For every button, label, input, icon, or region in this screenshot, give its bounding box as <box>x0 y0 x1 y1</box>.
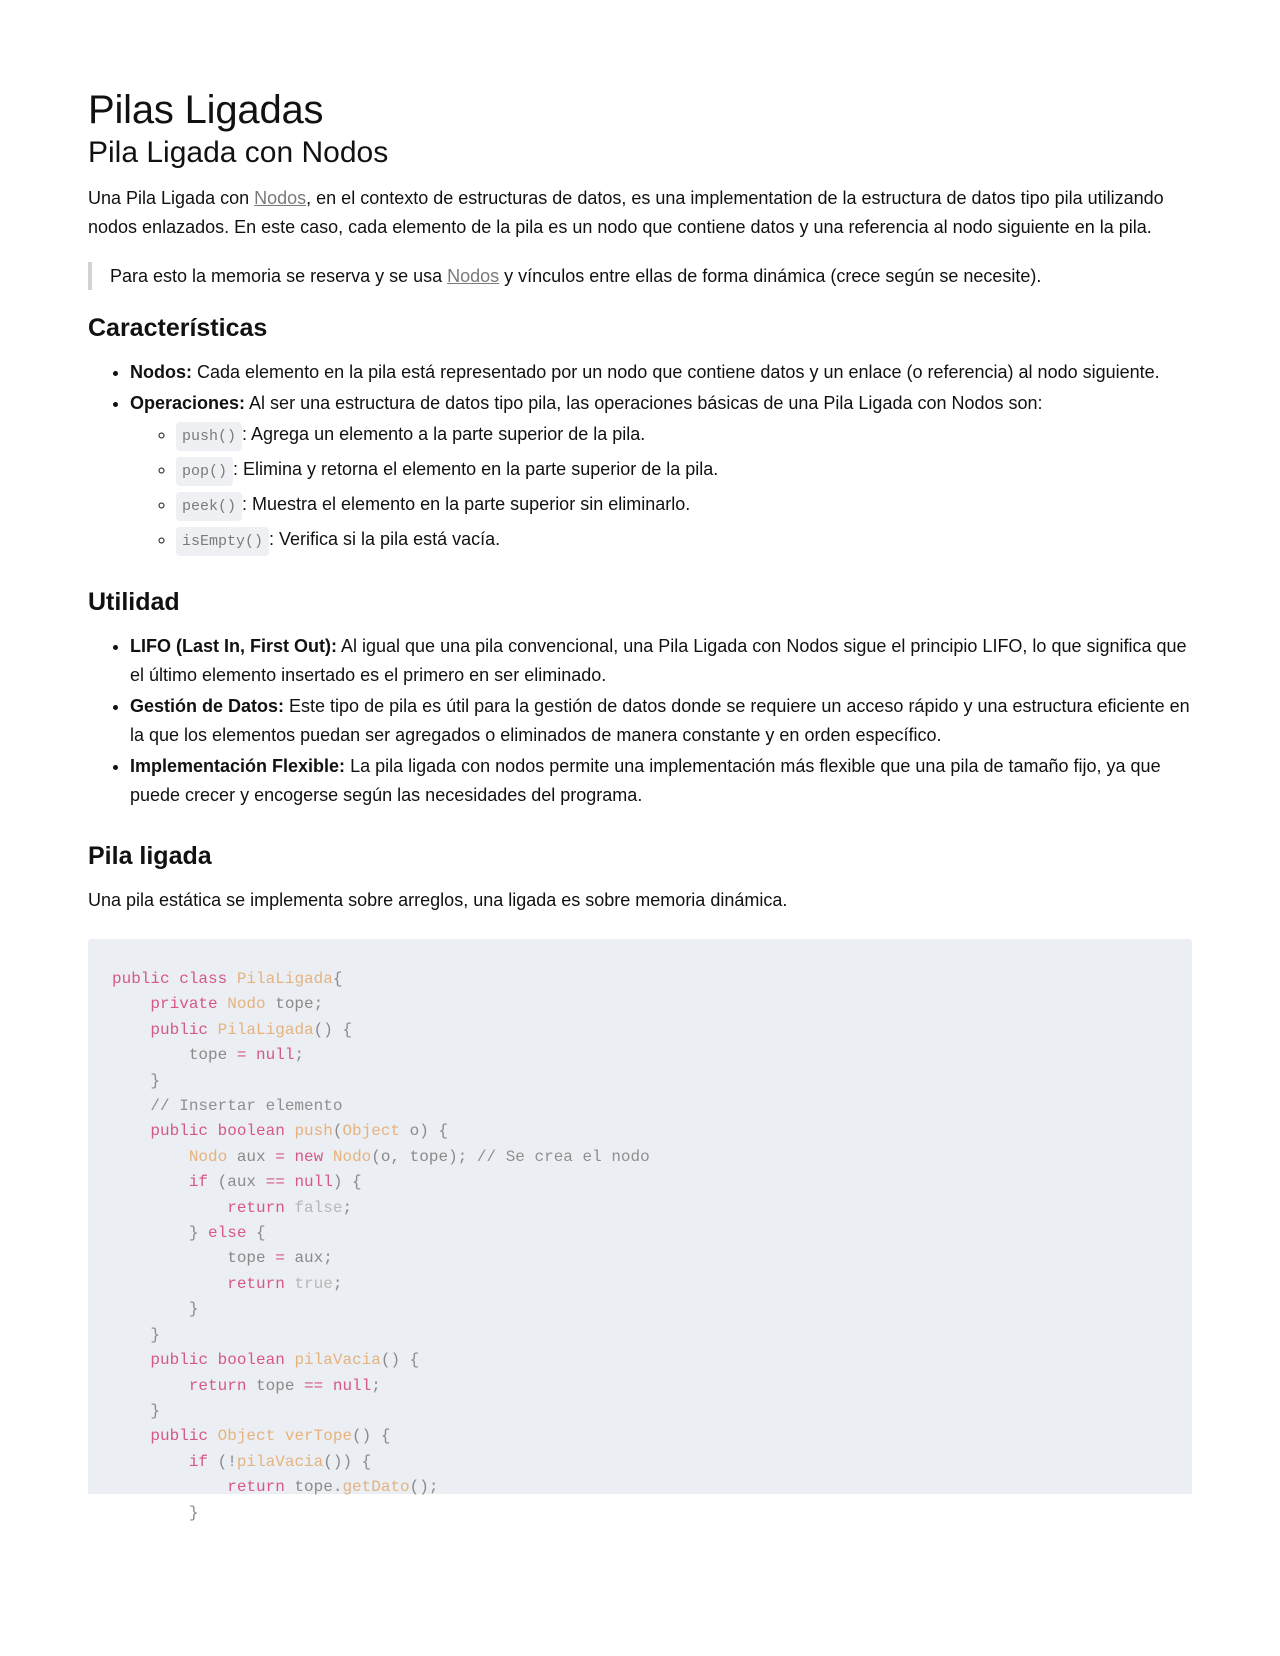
pila-ligada-paragraph: Una pila estática se implementa sobre arreglos, una ligada es sobre memoria dinámica. <box>88 890 788 910</box>
code-token: else <box>208 1224 247 1243</box>
code-token: (! <box>208 1452 237 1471</box>
item-text: Cada elemento en la pila está representado por un nodo que contiene datos y un enlace (o referencia) al nodo siguiente. <box>192 362 1160 382</box>
memory-quote <box>88 262 1192 290</box>
code-token: // Se crea el nodo <box>476 1147 650 1166</box>
code-token: return <box>227 1274 295 1293</box>
nodos-link[interactable]: Nodos <box>254 188 307 208</box>
inline-code: pop() <box>176 457 233 486</box>
code-token <box>112 1478 227 1496</box>
code-token: new <box>294 1147 333 1166</box>
operation-isempty <box>176 525 1192 556</box>
code-token <box>112 1377 189 1395</box>
code-token: () { <box>313 1020 353 1039</box>
code-line <box>112 1148 650 1166</box>
code-line <box>112 1351 419 1369</box>
page-subtitle: Pila Ligada con Nodos <box>88 136 389 169</box>
code-line <box>112 1504 198 1522</box>
code-token: ; <box>332 1274 343 1293</box>
code-token: (aux <box>208 1173 266 1192</box>
list-item <box>130 389 1192 556</box>
code-token: pilaVacia <box>236 1452 324 1471</box>
item-text: Al ser una estructura de datos tipo pila, las operaciones básicas de una Pila Ligada con Nodos son: <box>245 393 1043 413</box>
code-block <box>88 939 1192 1522</box>
code-token <box>112 1097 150 1115</box>
code-token <box>285 1148 295 1166</box>
code-token: ; <box>371 1376 381 1395</box>
code-line <box>112 1021 352 1039</box>
code-token <box>112 1122 150 1140</box>
code-token: return <box>227 1478 285 1497</box>
item-label: Implementación Flexible: <box>130 756 346 776</box>
code-token: Nodo <box>188 1147 228 1166</box>
code-token <box>112 1173 189 1191</box>
code-token: (o, tope); <box>371 1147 477 1166</box>
code-token: pilaVacia <box>294 1351 381 1370</box>
code-token: PilaLigada <box>236 970 333 988</box>
code-line <box>112 1453 371 1471</box>
code-token: = <box>275 1249 285 1268</box>
operation-text: : Agrega un elemento a la parte superior de la pila. <box>242 424 646 444</box>
list-item <box>130 632 1192 690</box>
heading-utilidad: Utilidad <box>88 588 180 616</box>
code-token: (); <box>409 1478 439 1497</box>
item-label: Gestión de Datos: <box>130 696 285 716</box>
document-content <box>88 86 1192 1522</box>
code-token <box>246 1046 256 1064</box>
item-label: Nodos: <box>130 362 192 382</box>
caracteristicas-list <box>88 358 1192 556</box>
code-token: false <box>294 1198 343 1217</box>
code-token <box>112 1275 227 1293</box>
code-token <box>112 1453 189 1471</box>
code-token: public class <box>112 970 237 988</box>
code-line <box>112 1046 304 1064</box>
code-token <box>112 1021 150 1039</box>
item-label: LIFO (Last In, First Out): <box>130 636 337 656</box>
code-line <box>112 1377 381 1395</box>
code-token: true <box>294 1274 333 1293</box>
code-token: push <box>294 1122 333 1141</box>
intro-text-start: Una Pila Ligada con <box>88 188 255 208</box>
heading-pila-ligada: Pila ligada <box>88 842 212 870</box>
code-line <box>112 1275 342 1293</box>
code-token: ( <box>332 1122 343 1141</box>
item-text: Al igual que una pila convencional, una Pila Ligada con Nodos sigue el principio LIFO, lo que significa que el último elemento insertado es el primero en ser eliminado. <box>130 636 1187 685</box>
code-token: ) { <box>332 1173 362 1192</box>
code-token: PilaLigada <box>217 1020 314 1039</box>
list-item <box>130 692 1192 750</box>
code-token: { <box>246 1224 266 1243</box>
code-line <box>112 1199 352 1217</box>
code-line <box>112 1224 266 1242</box>
item-text: Este tipo de pila es útil para la gestión de datos donde se requiere un acceso rápido y una estructura eficiente en la que los elementos puedan ser agregados o eliminados de manera constante y en orden específico. <box>130 696 1190 745</box>
code-token: () { <box>380 1351 420 1370</box>
quote-text-end: y vínculos entre ellas de forma dinámica (crece según se necesite). <box>499 266 1042 286</box>
code-token: null <box>294 1173 333 1192</box>
inline-code: peek() <box>176 492 242 521</box>
code-token: () { <box>352 1427 391 1446</box>
quote-text-start: Para esto la memoria se reserva y se usa <box>110 266 448 286</box>
code-token: aux <box>227 1147 276 1166</box>
code-token: if <box>188 1452 209 1471</box>
code-token: o) { <box>400 1122 449 1141</box>
code-token: Object verTope <box>217 1427 353 1446</box>
code-token: Nodo <box>332 1147 372 1166</box>
operation-text: : Muestra el elemento en la parte superior sin eliminarlo. <box>242 494 691 514</box>
code-token: ()) { <box>323 1452 372 1471</box>
code-token: ; <box>342 1198 353 1217</box>
code-token: tope. <box>284 1478 343 1497</box>
code-token: public <box>150 1427 218 1446</box>
item-label: Operaciones: <box>130 393 246 413</box>
code-token: ; <box>294 1046 305 1065</box>
code-line <box>112 995 323 1013</box>
nodos-link-quote[interactable]: Nodos <box>447 266 500 286</box>
operation-text: : Verifica si la pila está vacía. <box>269 529 501 549</box>
code-line <box>112 1478 438 1496</box>
code-line <box>112 1097 342 1115</box>
code-line <box>112 1173 362 1191</box>
code-token: } <box>112 1224 209 1243</box>
code-line <box>112 1072 160 1090</box>
list-item <box>130 358 1192 387</box>
code-token: = <box>236 1046 247 1065</box>
code-token: tope <box>112 1046 237 1065</box>
utilidad-list <box>88 632 1192 810</box>
code-token: tope <box>246 1376 305 1395</box>
code-token: == <box>304 1376 324 1395</box>
code-line <box>112 1326 160 1344</box>
page-title: Pilas Ligadas <box>88 88 324 132</box>
inline-code: isEmpty() <box>176 527 269 556</box>
operation-peek <box>176 490 1192 521</box>
operation-pop <box>176 455 1192 486</box>
code-token: = <box>275 1147 285 1166</box>
code-token: return <box>188 1376 247 1395</box>
code-token: Object <box>342 1122 401 1141</box>
code-line <box>112 1427 390 1445</box>
code-token: } <box>112 1503 199 1522</box>
code-line <box>112 970 342 988</box>
operation-push <box>176 420 1192 451</box>
item-text: La pila ligada con nodos permite una implementación más flexible que una pila de tamaño fijo, ya que puede crecer y encogerse según las necesidades del programa. <box>130 756 1161 805</box>
code-token: == <box>265 1173 285 1192</box>
code-token: null <box>332 1376 372 1395</box>
code-token: public <box>150 1020 218 1039</box>
code-token: } <box>112 1325 161 1344</box>
code-token <box>112 1427 150 1445</box>
code-token: return <box>227 1198 295 1217</box>
code-line <box>112 1300 198 1318</box>
code-token: if <box>188 1173 209 1192</box>
heading-caracteristicas: Características <box>88 314 268 342</box>
code-line <box>112 1249 333 1267</box>
code-token: Nodo <box>227 995 266 1014</box>
code-line <box>112 1402 160 1420</box>
code-token <box>112 995 150 1013</box>
code-token: } <box>112 1071 161 1090</box>
code-token: public boolean <box>150 1122 295 1141</box>
code-token: // Insertar elemento <box>150 1097 343 1116</box>
inline-code: push() <box>176 422 242 451</box>
code-token: } <box>112 1300 199 1319</box>
code-token: private <box>150 995 228 1014</box>
operations-list <box>130 420 1192 556</box>
code-token <box>112 1351 150 1369</box>
code-token: null <box>256 1046 295 1065</box>
code-token <box>112 1199 227 1217</box>
code-line <box>112 1122 448 1140</box>
code-token: } <box>112 1401 161 1420</box>
code-token: { <box>332 970 343 988</box>
code-token: tope <box>112 1249 276 1268</box>
code-token: tope; <box>265 995 324 1014</box>
list-item <box>130 752 1192 810</box>
code-token: getDato <box>342 1478 410 1497</box>
code-token <box>112 1148 189 1166</box>
code-token: public boolean <box>150 1351 295 1370</box>
intro-text-end: , en el contexto de estructuras de datos, es una implementation de la estructura de datos tipo pila utilizando nodos enlazados. En este caso, cada elemento de la pila es un nodo que contiene datos y una referencia al nodo siguiente en la pila. <box>88 188 1164 237</box>
code-token <box>323 1377 333 1395</box>
code-token <box>285 1173 295 1191</box>
code-token: aux; <box>284 1249 333 1268</box>
operation-text: : Elimina y retorna el elemento en la parte superior de la pila. <box>233 459 719 479</box>
intro-paragraph <box>88 184 1192 242</box>
